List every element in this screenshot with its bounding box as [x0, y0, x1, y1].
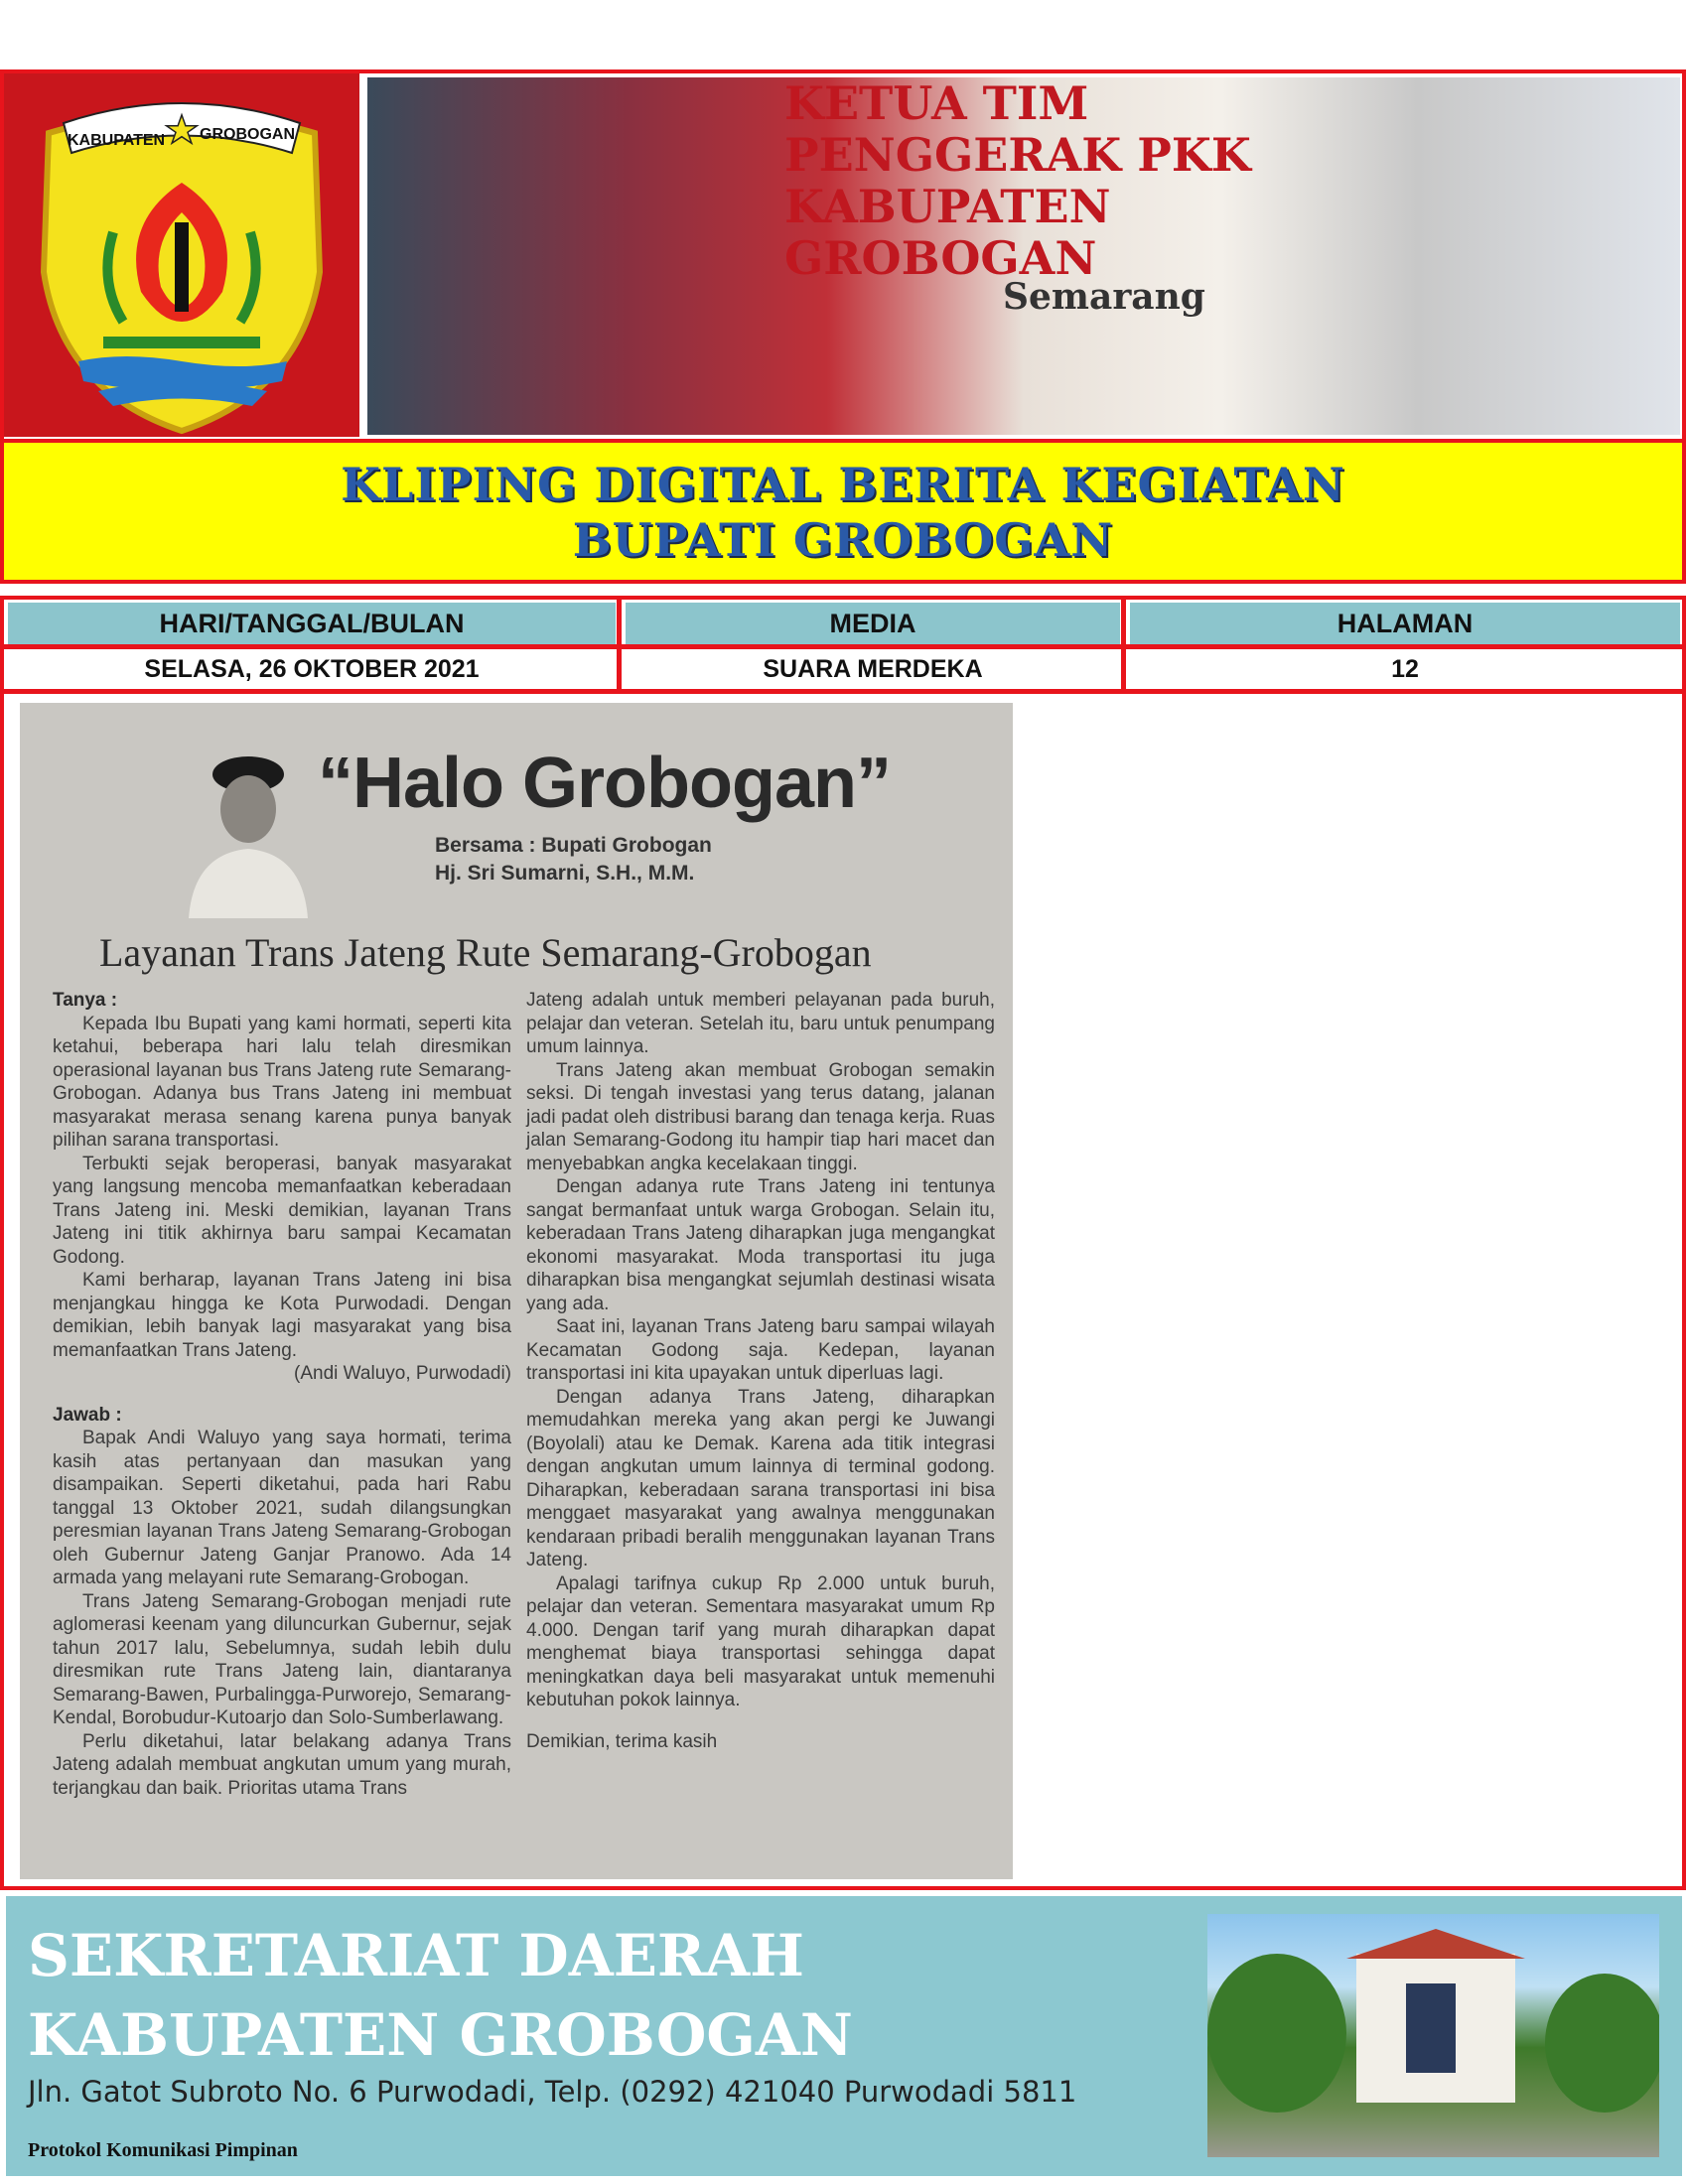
- article-column-right: [526, 989, 995, 1753]
- photo-banner-text: KETUA TIM PENGGERAK PKK KABUPATEN GROBOGAN: [784, 77, 1251, 285]
- paragraph: Bapak Andi Waluyo yang saya hormati, terima kasih atas pertanyaan dan masukan yang disampaikan. Seperti diketahui, pada hari Rabu tanggal 13 Oktober 2021, sudah dilangsungkan peresmian layanan Trans Jateng Semarang-Grobogan oleh Gubernur Jateng Ganjar Pranowo. Ada 14 armada yang melayani rute Semarang-Grobogan.: [53, 1428, 511, 1588]
- paragraph: Perlu diketahui, latar belakang adanya Trans Jateng adalah membuat angkutan umum yang murah, terjangkau dan baik. Prioritas utama Trans: [53, 1730, 511, 1799]
- footer-address: Jln. Gatot Subroto No. 6 Purwodadi, Telp. (0292) 421040 Purwodadi 5811: [28, 2075, 1077, 2109]
- header-photo-collage: [367, 77, 1680, 435]
- header-date: HARI/TANGGAL/BULAN: [8, 603, 616, 644]
- footer: [6, 1896, 1682, 2176]
- header-media: MEDIA: [626, 603, 1120, 644]
- host-line-1: Bersama : Bupati Grobogan: [435, 834, 712, 857]
- kabupaten-grobogan-logo: [4, 73, 359, 437]
- closing: Demikian, terima kasih: [526, 1730, 718, 1752]
- newspaper-clipping: [20, 703, 1013, 1879]
- svg-text:KABUPATEN: KABUPATEN: [68, 132, 166, 149]
- value-date: SELASA, 26 OKTOBER 2021: [8, 649, 616, 689]
- answer-label: Jawab :: [53, 1404, 122, 1426]
- paragraph: Kepada Ibu Bupati yang kami hormati, seperti kita ketahui, beberapa hari lalu telah diresmikan operasional layanan bus Trans Jateng rute Semarang-Grobogan. Adanya bus Trans Jateng ini membuat masyarakat merasa senang karena punya banyak pilihan sarana transportasi.: [53, 1013, 511, 1151]
- office-building-photo: [1207, 1914, 1659, 2157]
- column-host: [435, 832, 712, 887]
- article-headline: Layanan Trans Jateng Rute Semarang-Grobogan: [99, 930, 872, 975]
- value-page: 12: [1130, 649, 1680, 689]
- paragraph: Dengan adanya Trans Jateng, diharapkan memudahkan mereka yang akan pergi ke Juwangi (Boyolali) atau ke Demak. Karena ada titik integrasi dengan angkutan umum lainnya di terminal godong. Diharapkan, keberadaan sarana transportasi ini bisa menggaet masyarakat yang awalnya menggunakan kendaraan pribadi beralih menggunakan layanan Trans Jateng.: [526, 1386, 995, 1570]
- paragraph: Saat ini, layanan Trans Jateng baru sampai wilayah Kecamatan Godong saja. Kedepan, layanan transportasi ini kita upayakan untuk diperluas lagi.: [526, 1316, 995, 1384]
- paragraph: Trans Jateng Semarang-Grobogan menjadi rute aglomerasi keenam yang diluncurkan Gubernur, sejak tahun 2017 lalu, Sebelumnya, sudah lebih dulu diresmikan rute Trans Jateng lain, diantaranya Semarang-Bawen, Purbalingga-Purworejo, Semarang-Kendal, Borobudur-Kutoarjo dan Solo-Sumberlawang.: [53, 1590, 511, 1728]
- divider: [4, 689, 1682, 694]
- value-media: SUARA MERDEKA: [626, 649, 1120, 689]
- title-line-1: KLIPING DIGITAL BERITA KEGIATAN: [341, 458, 1345, 511]
- page-title: [4, 439, 1682, 580]
- host-line-2: Hj. Sri Sumarni, S.H., M.M.: [435, 862, 695, 885]
- footer-unit: Protokol Komunikasi Pimpinan: [28, 2139, 298, 2161]
- column-title: “Halo Grobogan”: [318, 744, 891, 823]
- paragraph: Apalagi tarifnya cukup Rp 2.000 untuk buruh, pelajar dan veteran. Sementara masyarakat umum Rp 4.000. Dengan tarif yang murah diharapkan dapat menghemat biaya transportasi sehingga dapat meningkatkan daya beli masyarakat untuk memenuhi kebutuhan pokok lainnya.: [526, 1572, 995, 1710]
- paragraph: Trans Jateng akan membuat Grobogan semakin seksi. Di tengah investasi yang terus datang, jalanan jadi padat oleh distribusi barang dan tenaga kerja. Ruas jalan Semarang-Godong itu hampir tiap hari macet dan menyebabkan angka kecelakaan tinggi.: [526, 1059, 995, 1174]
- question-label: Tanya :: [53, 990, 118, 1011]
- paragraph: Dengan adanya rute Trans Jateng ini tentunya sangat bermanfaat untuk warga Grobogan. Selain itu, keberadaan Trans Jateng diharapkan juga mengangkat ekonomi masyarakat. Moda transportasi itu juga diharapkan bisa mengangkat sejumlah destinasi wisata yang ada.: [526, 1176, 995, 1314]
- paragraph: Terbukti sejak beroperasi, banyak masyarakat yang langsung mencoba memanfaatkan keberadaan Trans Jateng ini. Meski demikian, layanan Trans Jateng ini titik akhirnya baru sampai Kecamatan Godong.: [53, 1153, 511, 1268]
- paragraph: Jateng adalah untuk memberi pelayanan pada buruh, pelajar dan veteran. Setelah itu, baru untuk penumpang umum lainnya.: [526, 990, 995, 1057]
- divider: [4, 644, 1682, 649]
- header-page: HALAMAN: [1130, 603, 1680, 644]
- paragraph: Kami berharap, layanan Trans Jateng ini bisa menjangkau hingga ke Kota Purwodadi. Dengan demikian, lebih banyak lagi masyarakat yang bisa memanfaatkan Trans Jateng.: [53, 1270, 511, 1361]
- bupati-portrait: [179, 735, 318, 918]
- question-sender: (Andi Waluyo, Purwodadi): [294, 1363, 511, 1384]
- article-column-left: [53, 989, 511, 1800]
- footer-title: SEKRETARIAT DAERAH KABUPATEN GROBOGAN: [28, 1922, 853, 2069]
- title-line-2: BUPATI GROBOGAN: [572, 513, 1114, 567]
- logo-panel: [4, 73, 359, 437]
- svg-text:GROBOGAN: GROBOGAN: [200, 126, 295, 143]
- photo-sign-text: Semarang: [1003, 276, 1205, 318]
